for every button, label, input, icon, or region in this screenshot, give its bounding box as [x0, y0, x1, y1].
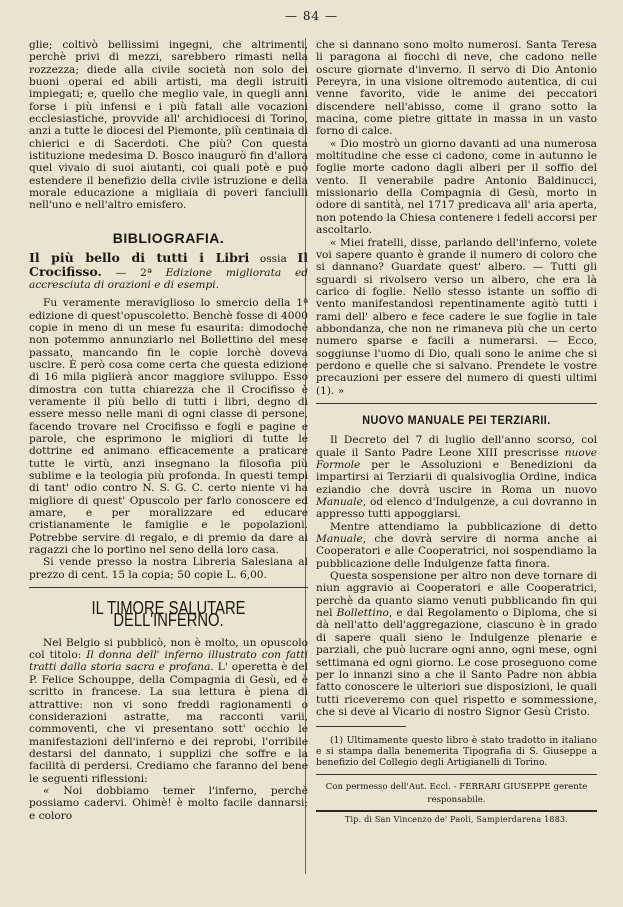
page-number: — 84 — [285, 9, 338, 23]
right-paragraph-3: « Miei fratelli, disse, parlando dell'inferno, volete voi sapere quanto è grande il numero di coloro che si dannano? Guardate quest' albero. — Tutti gli sguardi si rivolsero verso un albero, che era là carico di foglie. Nello stesso istante un soffio di vento manifestandosi repentinamente agitò tutti i rami dell' albero e fece cadere le sue foglie in tale abbondanza, che non ne rimaneva più che un certo numero sparse e facili a numerarsi. — Ecco, soggiunse l'uomo di Dio, quali sono le anime che si perdono e quelle che si salvano. Prendete le vostre precauzioni per essere del numero di questi ultimi (1). » [316, 236, 597, 397]
nuovo-manuale-heading: NUOVO MANUALE PEI TERZIARII. [362, 412, 551, 427]
timore-paragraph-2: « Noi dobbiamo temer l'inferno, perchè possiamo cadervi. Ohimè! è molto facile dannarsi; e coloro [29, 784, 308, 822]
timore-text-a: Nel Belgio si pubblicò, non è molto, un opuscolo col titolo: [29, 636, 308, 662]
book-entry [29, 252, 308, 291]
right-paragraph-1: che si dannano sono molto numerosi. Santa Teresa li paragona ai fiocchi di neve, che cadono nelle oscure giornate d'inverno. Il servo di Dio Antonio Pereyra, in una visione oltremodo autentica, di cui venne favorito, vide le anime dei peccatori discendere nell'abisso, come il grano sotto la macina, come pietre gittate in massa in un vasto forno di calce. [316, 39, 597, 138]
left-paragraph-1: glie; coltivò bellissimi ingegni, che altrimenti, perchè privi di mezzi, sarebbero rimasti nella rozzezza; diede alla civile società non solo dei buoni operai ed abili artisti, ma degli istruiti impiegati; e, quello che meglio vale, in quegli anni forse i più infensi e i più fatali alle vocazioni ecclesiastiche, provvide all' archidiocesi di Torino, anzi a tutte le diocesi del Piemonte, più centinaia di chierici e di Sacerdoti. Che più? Con questa istituzione medesima D. Bosco inaugurò fin d'allora quel vivaio di suoi aiutanti, coi quali potè e può estendere il benefizio della civile istruzione e della morale educazione a migliaia di poveri fanciulli nell'uno e nell'altro emisfero. [29, 39, 308, 212]
timore-book-title: Il donna dell' inferno illustrato con fatti tratti dalla storia sacra e profana. [29, 649, 308, 674]
footnote-rule [316, 726, 406, 727]
n3-text-b: , e dal Regolamento o Diploma, che si dà nell'atto dell'aggregazione, ciascuno è in grado di sapere quali sieno le Indulgenze plenarie e parziali, che può lucrare ogni anno, ogni mese, ogni settimana ed ogni giorno. Le cose proseguono come per lo innanzi sino a che il Santo Padre non abbia fatto conoscere le ulteriori sue disposizioni, le quali tutti riceveremo con quel rispetto e sommessione, che si deve al Vicario di nostro Signor Gesù Cristo. [316, 607, 597, 718]
imprimatur-rule [316, 774, 597, 775]
n1-text-a: Il Decreto del 7 di luglio dell'anno scorso, col quale il Santo Padre Leone XIII prescrisse [316, 434, 597, 459]
nuovo-paragraph-1 [316, 434, 597, 520]
bibliografia-heading: BIBLIOGRAFIA. [112, 229, 225, 246]
footnote: (1) Ultimamente questo libro è stato tradotto in italiano e si stampa dalla benemerita Tipografia di S. Giuseppe a benefizio del Collegio degli Artigianelli di Torino. [316, 735, 597, 769]
typography-credit: Tip. di San Vincenzo de' Paoli, Sampierdarena 1883. [344, 814, 569, 824]
book-edition-note: Edizione migliorata ed accresciuta di orazioni e di esempi. [29, 266, 308, 291]
timore-text-b: L' operetta è del P. Felice Schouppe, della Compagnia di Gesù, ed è scritto in francese. La sua lettura è piena di attrattive: non vi sono freddi ragionamenti o considerazioni astratte, ma racconti varii, commoventi, che vi presentano sott' occhio le manifestazioni dell'inferno e dei reprobi, l'orribile destarsi del dannato, i supplizi che soffre e la facilità di perdersi. Crediamo che faranno del bene le seguenti riflessioni: [29, 661, 309, 785]
section-rule [29, 587, 308, 588]
imprimatur: Con permesso dell'Aut. Eccl. - FERRARI GIUSEPPE gerente responsabile. [325, 782, 588, 805]
n1-text-b: per le Assoluzioni e Benedizioni da impartirsi ai Terziarii di qualsivoglia Ordine, indica eziandio che dovrà uscire in Roma un nuovo [316, 459, 597, 496]
n3-italic: Bollettino [336, 607, 389, 620]
n1-italic: nuove Formole [316, 446, 597, 471]
typography-rule [316, 810, 597, 812]
section-rule-right [316, 403, 597, 404]
n1-italic-2: Manuale [316, 496, 363, 509]
book-title-2: Il Crocifisso. [29, 250, 308, 279]
timore-heading: IL TIMORE SALUTARE DELL'INFERNO. [91, 598, 246, 631]
right-paragraph-2: « Dio mostrò un giorno davanti ad una numerosa moltitudine che esse ci cadono, come in autunno le foglie morte cadono dagli alberi per il soffio del vento. Il venerabile padre Antonio Baldinucci, missionario della Compagnia di Gesù, morto in odore di santità, nel 1717 predicava all' aria aperta, non potendo la Chiesa contenere i fedeli accorsi per ascoltarlo. [316, 137, 597, 237]
n1-text-c: , od elenco d'Indulgenze, a cui dovranno in appresso tutti appoggiarsi. [316, 496, 597, 521]
n2-text-b: , che dovrà servire di norma anche ai Cooperatori e alle Cooperatrici, noi sospendiamo la pubblicazione delle Indulgenze fatta finora. [316, 533, 597, 570]
book-connector: ossia [249, 253, 298, 266]
n3-text-a: Questa sospensione per altro non deve tornare di niun aggravio ai Cooperatori e alle Cooperatrici, perchè da quanto siamo venuti pubblicando fin qui nel [316, 570, 597, 620]
timore-paragraph-1 [29, 637, 308, 785]
book-edition: — 2ª [101, 266, 166, 279]
nuovo-paragraph-3 [316, 570, 597, 718]
bibliografia-price: Si vende presso la nostra Libreria Salesiana al prezzo di cent. 15 la copia; 50 copie L. 6,00. [29, 556, 308, 581]
n2-text-a: Mentre attendiamo la pubblicazione di detto [330, 520, 597, 533]
left-column [29, 39, 308, 822]
right-column [316, 39, 597, 826]
n2-italic: Manuale [316, 533, 363, 546]
bibliografia-paragraph: Fu veramente meraviglioso lo smercio della 1ª edizione di quest'opuscoletto. Benchè fosse di 4000 copie in meno di un mese fu esaurita: dimodochè non potemmo annunziarlo nel Bollettino del mese passato, mancando fin le copie lorchè doveva uscire. È però cosa come certa che questa edizione di 16 mila piglierà ancor maggiore sviluppo. Esso dimostra con tutta chiarezza che il Crocifisso è veramente il più bello di tutti i libri, degno di essere messo nelle mani di ogni classe di persone, facendo trovare nel Crocifisso e fogli e pagine e parole, che esprimono le migliori di tutte le dottrine ed animano efficacemente a praticare tutte le virtù, anzi insegnano la filosofia più sublime e la teologia più profonda. In questi tempi di tant' odio contro N. S. G. C. certo niente vi ha migliore di quest' Opuscolo per farlo conoscere ed amare, e per moralizzare ed educare cristianamente le famiglie e le popolazioni. Potrebbe servire di regalo, e di premio da dare ai ragazzi che lo portino nel seno della loro casa. [29, 297, 308, 557]
book-title: Il più bello di tutti i Libri [29, 250, 250, 266]
nuovo-paragraph-2 [316, 521, 597, 570]
